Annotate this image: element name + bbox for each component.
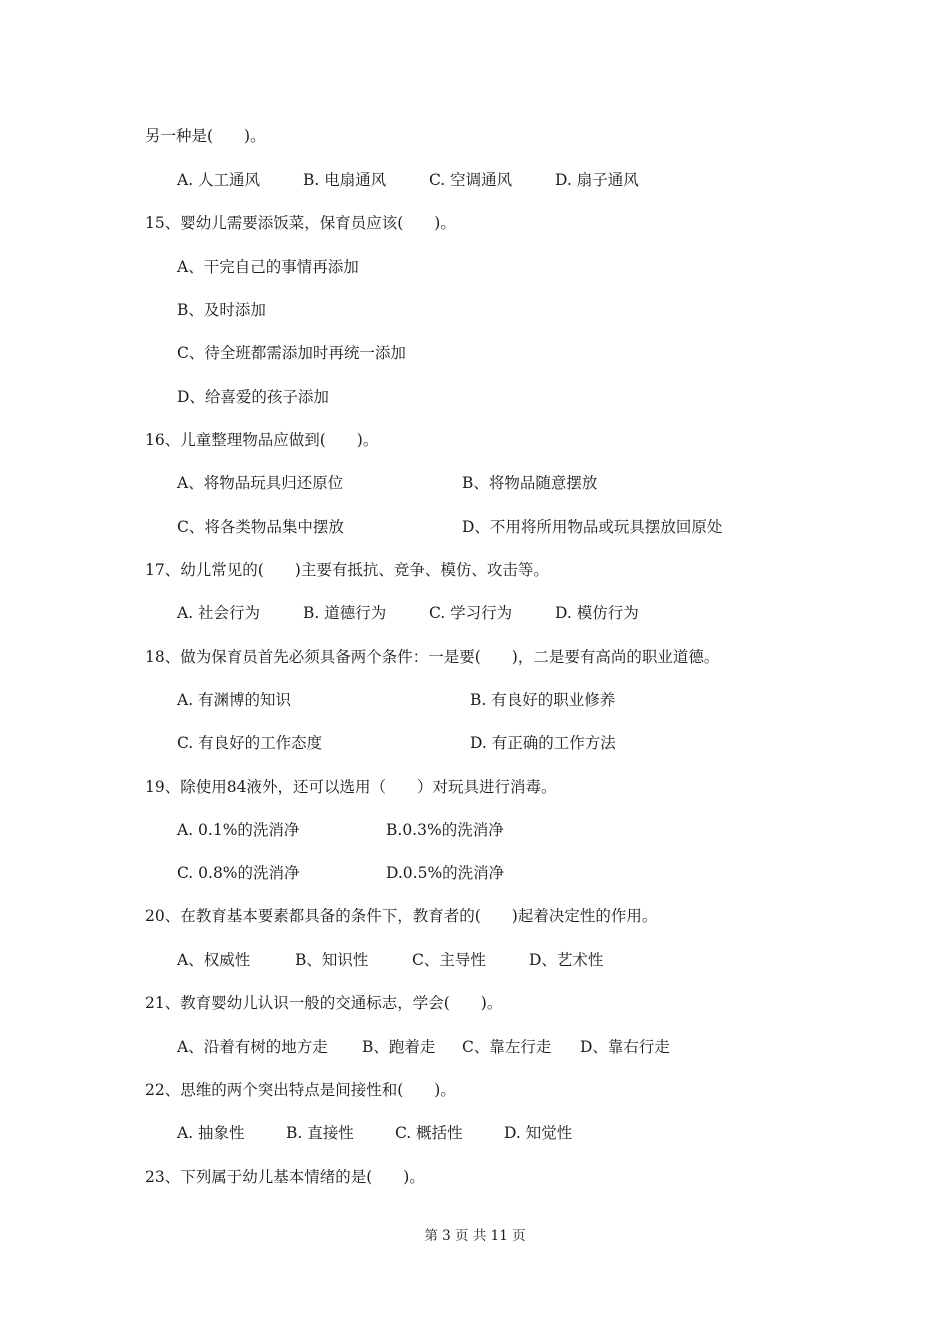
question-19-stem: 19、除使用84液外，还可以选用（ ）对玩具进行消毒。 bbox=[145, 778, 557, 796]
question-20-stem: 20、在教育基本要素都具备的条件下，教育者的( )起着决定性的作用。 bbox=[145, 907, 658, 925]
option-c: C、待全班都需添加时再统一添加 bbox=[177, 344, 406, 362]
option-c: C. 0.8%的洗消净 bbox=[177, 864, 300, 882]
option-b: B. 道德行为 bbox=[303, 604, 387, 622]
question-21-stem: 21、教育婴幼儿认识一般的交通标志，学会( )。 bbox=[145, 994, 503, 1012]
option-b: B. 直接性 bbox=[286, 1124, 354, 1142]
option-b: B、跑着走 bbox=[362, 1038, 436, 1056]
option-d: D、艺术性 bbox=[529, 951, 604, 969]
question-14-continuation: 另一种是( )。 bbox=[145, 127, 266, 145]
option-a: A、沿着有树的地方走 bbox=[177, 1038, 328, 1056]
option-b: B、将物品随意摆放 bbox=[462, 474, 598, 492]
option-a: A、将物品玩具归还原位 bbox=[177, 474, 344, 492]
option-b: B、及时添加 bbox=[177, 301, 266, 319]
option-d: D. 模仿行为 bbox=[555, 604, 639, 622]
option-a: A. 社会行为 bbox=[177, 604, 261, 622]
option-d: D. 知觉性 bbox=[504, 1124, 573, 1142]
option-c: C、主导性 bbox=[412, 951, 486, 969]
option-a: A. 人工通风 bbox=[177, 171, 261, 189]
option-a: A. 0.1%的洗消净 bbox=[177, 821, 300, 839]
option-c: C. 有良好的工作态度 bbox=[177, 734, 323, 752]
question-16-stem: 16、儿童整理物品应做到( )。 bbox=[145, 431, 379, 449]
option-a: A、干完自己的事情再添加 bbox=[177, 258, 359, 276]
page-number-footer: 第 3 页 共 11 页 bbox=[424, 1228, 526, 1244]
option-c: C. 空调通风 bbox=[429, 171, 513, 189]
option-b: B. 电扇通风 bbox=[303, 171, 387, 189]
question-23-stem: 23、下列属于幼儿基本情绪的是( )。 bbox=[145, 1168, 425, 1186]
option-d: D.0.5%的洗消净 bbox=[386, 864, 505, 882]
option-b: B、知识性 bbox=[295, 951, 369, 969]
option-a: A. 有渊博的知识 bbox=[177, 691, 292, 709]
option-c: C、靠左行走 bbox=[462, 1038, 552, 1056]
option-c: C、将各类物品集中摆放 bbox=[177, 518, 344, 536]
option-d: D、不用将所用物品或玩具摆放回原处 bbox=[462, 518, 723, 536]
question-22-stem: 22、思维的两个突出特点是间接性和( )。 bbox=[145, 1081, 456, 1099]
option-d: D、给喜爱的孩子添加 bbox=[177, 388, 329, 406]
option-c: C. 概括性 bbox=[395, 1124, 463, 1142]
question-15-stem: 15、婴幼儿需要添饭菜，保育员应该( )。 bbox=[145, 214, 456, 232]
option-b: B. 有良好的职业修养 bbox=[470, 691, 616, 709]
option-c: C. 学习行为 bbox=[429, 604, 513, 622]
option-d: D. 扇子通风 bbox=[555, 171, 639, 189]
option-b: B.0.3%的洗消净 bbox=[386, 821, 504, 839]
option-a: A、权威性 bbox=[177, 951, 251, 969]
question-17-stem: 17、幼儿常见的( )主要有抵抗、竞争、模仿、攻击等。 bbox=[145, 561, 549, 579]
option-d: D. 有正确的工作方法 bbox=[470, 734, 616, 752]
option-d: D、靠右行走 bbox=[580, 1038, 670, 1056]
question-18-stem: 18、做为保育员首先必须具备两个条件：一是要( )，二是要有高尚的职业道德。 bbox=[145, 648, 720, 666]
option-a: A. 抽象性 bbox=[177, 1124, 245, 1142]
